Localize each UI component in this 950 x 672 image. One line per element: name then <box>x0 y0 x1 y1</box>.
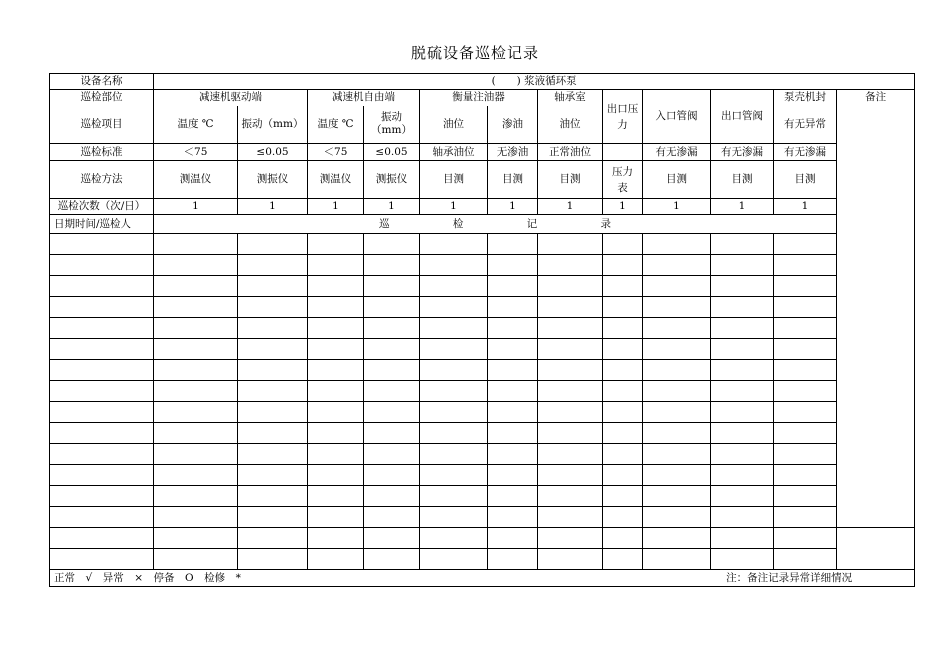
record-cell[interactable] <box>774 402 837 423</box>
record-cell[interactable] <box>711 276 774 297</box>
record-cell[interactable] <box>711 318 774 339</box>
record-cell[interactable] <box>364 549 420 570</box>
record-cell[interactable] <box>308 549 364 570</box>
record-cell[interactable] <box>364 486 420 507</box>
record-cell[interactable] <box>603 549 643 570</box>
record-row <box>50 318 915 339</box>
record-cell[interactable] <box>364 339 420 360</box>
record-cell[interactable] <box>308 486 364 507</box>
record-cell[interactable] <box>308 423 364 444</box>
record-cell[interactable] <box>308 402 364 423</box>
record-header-char: 记 <box>526 217 538 230</box>
record-cell[interactable] <box>154 381 238 402</box>
record-cell[interactable] <box>603 276 643 297</box>
count-cell: 1 <box>488 199 538 215</box>
record-row <box>50 528 915 549</box>
count-cell: 1 <box>364 199 420 215</box>
record-cell[interactable] <box>643 402 711 423</box>
record-cell[interactable] <box>420 423 488 444</box>
record-cell[interactable] <box>538 507 603 528</box>
record-cell[interactable] <box>488 360 538 381</box>
record-cell[interactable] <box>488 486 538 507</box>
standard-cell: 有无渗漏 <box>643 144 711 161</box>
record-cell[interactable] <box>420 297 488 318</box>
method-cell: 测振仪 <box>238 161 308 199</box>
record-cell[interactable] <box>50 318 154 339</box>
record-row <box>50 444 915 465</box>
record-cell[interactable] <box>308 507 364 528</box>
record-cell[interactable] <box>603 318 643 339</box>
record-cell[interactable] <box>643 360 711 381</box>
standard-cell: ＜75 <box>308 144 364 161</box>
part-bearing-chamber: 轴承室 <box>538 90 603 106</box>
record-cell[interactable] <box>538 402 603 423</box>
record-cell[interactable] <box>364 255 420 276</box>
record-header <box>154 215 837 234</box>
record-cell[interactable] <box>711 402 774 423</box>
record-cell[interactable] <box>488 381 538 402</box>
standard-cell <box>603 144 643 161</box>
footer <box>50 570 915 587</box>
record-cell[interactable] <box>50 297 154 318</box>
standard-cell: 有无渗漏 <box>711 144 774 161</box>
page-title: 脱硫设备巡检记录 <box>410 44 539 62</box>
record-cell[interactable] <box>643 318 711 339</box>
record-cell[interactable] <box>643 465 711 486</box>
record-cell[interactable] <box>364 234 420 255</box>
record-cell[interactable] <box>643 423 711 444</box>
record-cell[interactable] <box>364 402 420 423</box>
record-cell[interactable] <box>154 276 238 297</box>
record-cell[interactable] <box>488 444 538 465</box>
record-cell[interactable] <box>420 465 488 486</box>
record-cell[interactable] <box>420 444 488 465</box>
remarks-note: 注：备注记录异常详细情况 <box>726 571 853 584</box>
record-cell[interactable] <box>308 444 364 465</box>
inspect-count-label: 巡检次数（次/日） <box>50 199 154 215</box>
record-cell[interactable] <box>364 507 420 528</box>
standard-cell: 轴承油位 <box>420 144 488 161</box>
record-header-char: 录 <box>600 217 612 230</box>
inspect-standard-label: 巡检标准 <box>50 144 154 161</box>
inspect-method-label: 巡检方法 <box>50 161 154 199</box>
method-cell: 压力表 <box>603 161 643 199</box>
record-cell[interactable] <box>238 297 308 318</box>
item-oil-level-2: 油位 <box>538 106 603 144</box>
record-cell[interactable] <box>643 339 711 360</box>
record-cell[interactable] <box>643 507 711 528</box>
record-header-char: 检 <box>452 217 464 230</box>
record-cell[interactable] <box>488 549 538 570</box>
count-cell: 1 <box>643 199 711 215</box>
record-cell[interactable] <box>774 360 837 381</box>
record-cell[interactable] <box>643 381 711 402</box>
record-cell[interactable] <box>603 234 643 255</box>
record-row <box>50 297 915 318</box>
record-row <box>50 255 915 276</box>
record-cell[interactable] <box>711 465 774 486</box>
record-cell[interactable] <box>603 360 643 381</box>
record-cell[interactable] <box>420 381 488 402</box>
part-reducer-drive-end: 减速机驱动端 <box>154 90 308 106</box>
standard-cell: 无渗油 <box>488 144 538 161</box>
record-cell[interactable] <box>603 423 643 444</box>
record-cell[interactable] <box>488 402 538 423</box>
record-cell[interactable] <box>711 507 774 528</box>
record-cell[interactable] <box>364 318 420 339</box>
record-cell[interactable] <box>603 528 643 549</box>
count-cell: 1 <box>238 199 308 215</box>
record-cell[interactable] <box>643 444 711 465</box>
record-cell[interactable] <box>774 318 837 339</box>
item-vibration-1: 振动（mm） <box>238 106 308 144</box>
part-pump-seal: 泵壳机封 <box>774 90 837 106</box>
record-cell[interactable] <box>488 318 538 339</box>
method-cell: 测振仪 <box>364 161 420 199</box>
record-cell[interactable] <box>603 465 643 486</box>
record-cell[interactable] <box>154 444 238 465</box>
record-cell[interactable] <box>364 360 420 381</box>
record-cell[interactable] <box>238 528 308 549</box>
record-cell[interactable] <box>538 276 603 297</box>
inspect-part-label: 巡检部位 <box>50 90 154 106</box>
count-cell: 1 <box>154 199 238 215</box>
record-cell[interactable] <box>774 276 837 297</box>
record-cell[interactable] <box>154 255 238 276</box>
record-cell[interactable] <box>50 234 154 255</box>
standard-cell: 有无渗漏 <box>774 144 837 161</box>
record-cell[interactable] <box>50 507 154 528</box>
record-cell[interactable] <box>603 255 643 276</box>
standard-cell: ≤0.05 <box>238 144 308 161</box>
record-cell[interactable] <box>603 507 643 528</box>
record-cell[interactable] <box>364 297 420 318</box>
record-cell[interactable] <box>50 402 154 423</box>
record-row <box>50 507 915 528</box>
record-cell[interactable] <box>538 297 603 318</box>
record-row <box>50 234 915 255</box>
method-cell: 目测 <box>643 161 711 199</box>
record-cell[interactable] <box>308 297 364 318</box>
record-row <box>50 486 915 507</box>
record-cell[interactable] <box>238 465 308 486</box>
method-cell: 测温仪 <box>308 161 364 199</box>
part-inlet-valve: 入口管阀 <box>643 90 711 144</box>
count-cell: 1 <box>711 199 774 215</box>
record-cell[interactable] <box>420 276 488 297</box>
inspect-item-label: 巡检项目 <box>50 106 154 144</box>
record-cell[interactable] <box>774 255 837 276</box>
record-cell[interactable] <box>711 297 774 318</box>
record-cell[interactable] <box>774 444 837 465</box>
record-cell[interactable] <box>50 465 154 486</box>
record-cell[interactable] <box>643 255 711 276</box>
record-cell[interactable] <box>603 486 643 507</box>
standard-cell: ≤0.05 <box>364 144 420 161</box>
record-cell[interactable] <box>538 528 603 549</box>
record-cell[interactable] <box>643 486 711 507</box>
record-cell[interactable] <box>774 234 837 255</box>
record-cell[interactable] <box>488 234 538 255</box>
record-cell[interactable] <box>538 465 603 486</box>
method-cell: 目测 <box>774 161 837 199</box>
record-cell[interactable] <box>643 528 711 549</box>
record-cell[interactable] <box>154 465 238 486</box>
record-cell[interactable] <box>711 234 774 255</box>
record-cell[interactable] <box>488 339 538 360</box>
part-outlet-valve: 出口管阀 <box>711 90 774 144</box>
record-row <box>50 339 915 360</box>
record-cell[interactable] <box>238 318 308 339</box>
record-cell[interactable] <box>308 465 364 486</box>
record-cell[interactable] <box>603 297 643 318</box>
record-cell[interactable] <box>308 276 364 297</box>
equipment-name-label: 设备名称 <box>50 74 154 90</box>
record-cell[interactable] <box>238 444 308 465</box>
record-cell[interactable] <box>643 276 711 297</box>
record-cell[interactable] <box>711 255 774 276</box>
record-cell[interactable] <box>774 297 837 318</box>
record-cell[interactable] <box>420 360 488 381</box>
record-cell[interactable] <box>420 507 488 528</box>
record-cell[interactable] <box>774 528 837 549</box>
record-row <box>50 276 915 297</box>
record-cell[interactable] <box>308 528 364 549</box>
inspection-table <box>49 73 915 587</box>
record-row <box>50 381 915 402</box>
record-cell[interactable] <box>364 381 420 402</box>
record-cell[interactable] <box>238 423 308 444</box>
standard-cell: ＜75 <box>154 144 238 161</box>
record-cell[interactable] <box>154 360 238 381</box>
record-cell[interactable] <box>538 339 603 360</box>
record-cell[interactable] <box>711 444 774 465</box>
record-cell[interactable] <box>643 234 711 255</box>
record-cell[interactable] <box>154 528 238 549</box>
record-cell[interactable] <box>603 339 643 360</box>
count-cell: 1 <box>603 199 643 215</box>
record-cell[interactable] <box>364 276 420 297</box>
record-cell[interactable] <box>238 255 308 276</box>
record-cell[interactable] <box>154 549 238 570</box>
item-oil-leak: 渗油 <box>488 106 538 144</box>
record-cell[interactable] <box>50 549 154 570</box>
record-row <box>50 423 915 444</box>
record-cell[interactable] <box>774 381 837 402</box>
record-cell[interactable] <box>538 549 603 570</box>
record-cell[interactable] <box>238 549 308 570</box>
record-cell[interactable] <box>538 486 603 507</box>
record-cell[interactable] <box>711 339 774 360</box>
part-remarks: 备注 <box>837 90 915 528</box>
count-cell: 1 <box>308 199 364 215</box>
record-cell[interactable] <box>538 423 603 444</box>
record-cell[interactable] <box>711 549 774 570</box>
record-cell[interactable] <box>420 339 488 360</box>
record-cell[interactable] <box>50 528 154 549</box>
record-cell[interactable] <box>420 255 488 276</box>
record-cell[interactable] <box>364 465 420 486</box>
item-temp-2: 温度 ℃ <box>308 106 364 144</box>
record-cell[interactable] <box>538 381 603 402</box>
count-cell: 1 <box>538 199 603 215</box>
record-cell[interactable] <box>154 486 238 507</box>
record-cell[interactable] <box>420 528 488 549</box>
record-cell[interactable] <box>711 528 774 549</box>
record-cell[interactable] <box>238 339 308 360</box>
datetime-inspector-label: 日期时间/巡检人 <box>50 215 154 234</box>
method-cell: 目测 <box>538 161 603 199</box>
record-cell[interactable] <box>50 276 154 297</box>
record-cell[interactable] <box>238 402 308 423</box>
record-cell[interactable] <box>154 318 238 339</box>
record-cell[interactable] <box>774 507 837 528</box>
record-cell[interactable] <box>711 360 774 381</box>
equipment-name-value: ( ) 浆液循环泵 <box>154 74 915 90</box>
record-cell[interactable] <box>488 255 538 276</box>
count-cell: 1 <box>420 199 488 215</box>
standard-cell: 正常油位 <box>538 144 603 161</box>
record-cell[interactable] <box>154 339 238 360</box>
record-cell[interactable] <box>420 402 488 423</box>
item-vibration-2: 振动（mm） <box>364 106 420 144</box>
record-cell[interactable] <box>538 444 603 465</box>
record-header-char: 巡 <box>378 217 390 230</box>
record-cell[interactable] <box>603 381 643 402</box>
record-cell[interactable] <box>711 381 774 402</box>
record-cell[interactable] <box>308 360 364 381</box>
record-cell[interactable] <box>154 402 238 423</box>
method-cell: 目测 <box>488 161 538 199</box>
record-cell[interactable] <box>308 381 364 402</box>
record-cell[interactable] <box>238 486 308 507</box>
record-cell[interactable] <box>488 276 538 297</box>
record-cell[interactable] <box>154 234 238 255</box>
item-abnormal: 有无异常 <box>774 106 837 144</box>
record-cell[interactable] <box>308 318 364 339</box>
record-cell[interactable] <box>238 360 308 381</box>
method-cell: 目测 <box>420 161 488 199</box>
part-outlet-pressure: 出口压力 <box>603 90 643 144</box>
record-cell[interactable] <box>538 255 603 276</box>
record-cell[interactable] <box>420 318 488 339</box>
record-cell[interactable] <box>774 465 837 486</box>
record-cell[interactable] <box>154 297 238 318</box>
method-cell: 目测 <box>711 161 774 199</box>
record-cell[interactable] <box>603 444 643 465</box>
record-cell[interactable] <box>50 423 154 444</box>
record-cell[interactable] <box>488 507 538 528</box>
record-cell[interactable] <box>488 528 538 549</box>
record-cell[interactable] <box>488 297 538 318</box>
record-row <box>50 549 915 570</box>
record-cell[interactable] <box>364 528 420 549</box>
record-cell[interactable] <box>50 444 154 465</box>
record-row <box>50 402 915 423</box>
part-lubricator: 衡量注油器 <box>420 90 538 106</box>
record-cell[interactable] <box>643 549 711 570</box>
record-cell[interactable] <box>308 339 364 360</box>
count-cell: 1 <box>774 199 837 215</box>
record-cell[interactable] <box>538 234 603 255</box>
record-cell[interactable] <box>774 486 837 507</box>
record-cell[interactable] <box>154 423 238 444</box>
record-cell[interactable] <box>364 444 420 465</box>
record-cell[interactable] <box>50 486 154 507</box>
record-cell[interactable] <box>238 276 308 297</box>
item-oil-level-1: 油位 <box>420 106 488 144</box>
record-cell[interactable] <box>238 507 308 528</box>
record-cell[interactable] <box>308 255 364 276</box>
item-temp-1: 温度 ℃ <box>154 106 238 144</box>
record-cell[interactable] <box>50 255 154 276</box>
record-cell[interactable] <box>154 507 238 528</box>
part-reducer-free-end: 减速机自由端 <box>308 90 420 106</box>
record-cell[interactable] <box>538 318 603 339</box>
record-cell[interactable] <box>50 360 154 381</box>
record-cell[interactable] <box>711 486 774 507</box>
record-cell[interactable] <box>50 339 154 360</box>
record-cell[interactable] <box>488 423 538 444</box>
record-cell[interactable] <box>364 423 420 444</box>
record-cell[interactable] <box>774 339 837 360</box>
record-cell[interactable] <box>308 234 364 255</box>
legend-text: 正常 √ 异常 × 停备 O 检修 * <box>54 571 241 584</box>
record-cell[interactable] <box>774 549 837 570</box>
record-cell[interactable] <box>50 381 154 402</box>
record-cell[interactable] <box>538 360 603 381</box>
record-cell[interactable] <box>238 381 308 402</box>
record-cell[interactable] <box>603 402 643 423</box>
record-row <box>50 465 915 486</box>
record-cell[interactable] <box>643 297 711 318</box>
record-cell[interactable] <box>420 486 488 507</box>
record-cell[interactable] <box>711 423 774 444</box>
record-cell[interactable] <box>420 234 488 255</box>
record-cell[interactable] <box>488 465 538 486</box>
record-cell[interactable] <box>420 549 488 570</box>
record-row <box>50 360 915 381</box>
method-cell: 测温仪 <box>154 161 238 199</box>
record-cell[interactable] <box>774 423 837 444</box>
record-cell[interactable] <box>238 234 308 255</box>
